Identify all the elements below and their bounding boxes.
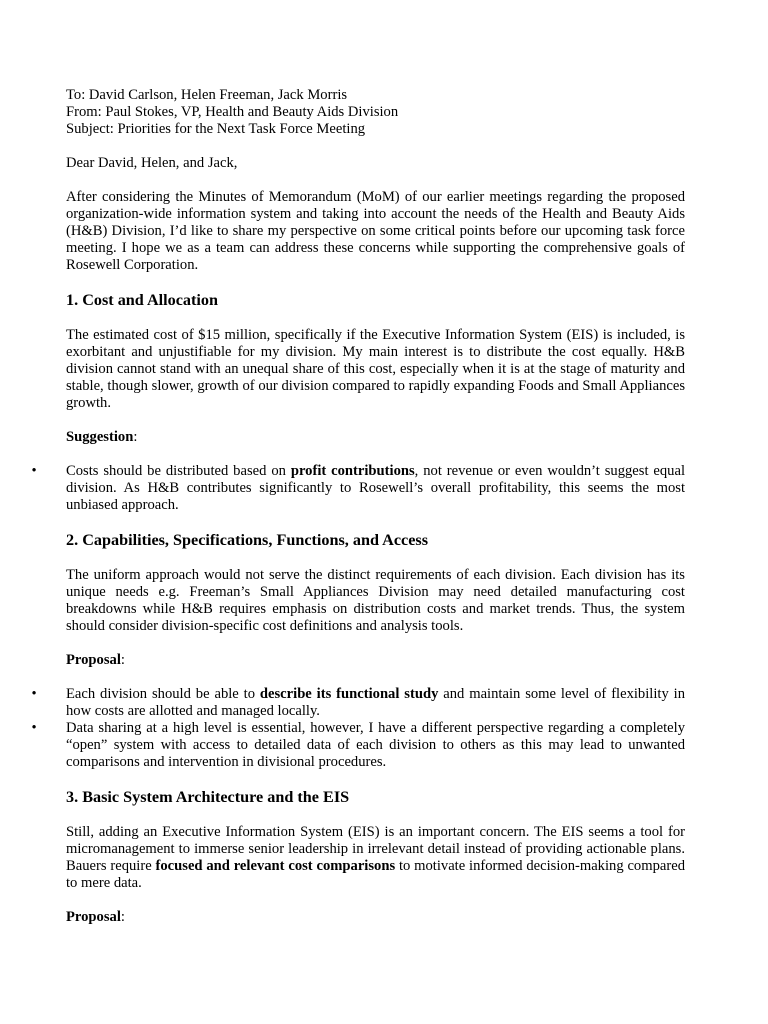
bullet-icon: • — [31, 463, 37, 479]
section-1-heading: 1. Cost and Allocation — [66, 291, 219, 309]
list-item — [31, 463, 686, 514]
memo-subject: Subject: Priorities for the Next Task Force Meeting — [66, 121, 366, 137]
memo-to: To: David Carlson, Helen Freeman, Jack Morris — [66, 87, 348, 103]
section-2-heading: 2. Capabilities, Specifications, Functions, and Access — [66, 531, 428, 549]
bullet-icon: • — [31, 720, 37, 736]
label-colon: : — [120, 909, 125, 925]
section-2-label-text: Proposal — [66, 652, 121, 668]
bullet-icon: • — [31, 686, 37, 702]
section-1-label — [66, 429, 685, 446]
list-item — [31, 686, 685, 720]
section-3-body — [66, 824, 685, 892]
section-1-body: The estimated cost of $15 million, specifically if the Executive Information System (EIS) is included, is exorbitant and unjustifiable for my division. My main interest is to distribute the cost equally. H&B division cannot stand with an unequal share of this cost, especially when it is at the stage of maturity and stable, though slower, growth of our division compared to rapidly expanding Foods and Small Appliances growth. — [66, 327, 685, 411]
bullet-text: and maintain some level of flexibility in how costs are allotted and managed locally. — [66, 686, 685, 719]
label-colon: : — [133, 429, 138, 445]
bullet-text: Data sharing at a high level is essential, however, I have a different perspective regarding a completely “open” system with access to detailed data of each division to others as this may lead to unwanted comparisons and intervention in divisional procedures. — [66, 720, 685, 770]
label-colon: : — [120, 652, 125, 668]
memo-content — [31, 87, 686, 943]
bullet-bold-text: profit contributions — [290, 463, 415, 479]
section-3-body-bold: focused and relevant cost comparisons — [155, 858, 396, 874]
bullet-text: , not revenue or even wouldn’t suggest equal division. As H&B contributes significantly to Rosewell’s overall profitability, this seems the most unbiased approach. — [66, 463, 686, 513]
section-1-bullets — [31, 463, 686, 514]
intro-paragraph: After considering the Minutes of Memorandum (MoM) of our earlier meetings regarding the proposed organization-wide information system and taking into account the needs of the Health and Beauty Aids (H&B) Division, I’d like to share my perspective on some critical points before our upcoming task force meeting. I hope we as a team can address these concerns while supporting the comprehensive goals of Rosewell Corporation. — [66, 189, 685, 273]
section-3-body-text-end: to motivate informed decision-making compared to mere data. — [66, 858, 685, 891]
bullet-text: Costs should be distributed based on — [66, 463, 291, 479]
section-3-body-text: Still, adding an Executive Information System (EIS) is an important concern. The EIS seems a tool for micromanagement to immerse senior leadership in irrelevant detail instead of providing actionable plans. Bauers require — [66, 824, 685, 874]
bullet-text: Each division should be able to — [66, 686, 260, 702]
memo-header — [66, 87, 685, 138]
section-2-bullets — [31, 686, 685, 771]
memo-from: From: Paul Stokes, VP, Health and Beauty Aids Division — [66, 104, 399, 120]
section-3-heading: 3. Basic System Architecture and the EIS — [66, 788, 350, 806]
list-item — [31, 720, 685, 771]
section-2-label — [66, 652, 685, 669]
section-2-body: The uniform approach would not serve the distinct requirements of each division. Each division has its unique needs e.g. Freeman’s Small Appliances Division may need detailed manufacturing cost breakdowns while H&B requires emphasis on distribution costs and market trends. Thus, the system should consider division-specific cost definitions and analysis tools. — [66, 567, 685, 634]
section-3-label — [66, 909, 685, 926]
salutation: Dear David, Helen, and Jack, — [66, 155, 238, 171]
bullet-bold-text: describe its functional study — [259, 686, 439, 702]
section-3-label-text: Proposal — [66, 909, 121, 925]
section-1-label-text: Suggestion — [66, 429, 134, 445]
